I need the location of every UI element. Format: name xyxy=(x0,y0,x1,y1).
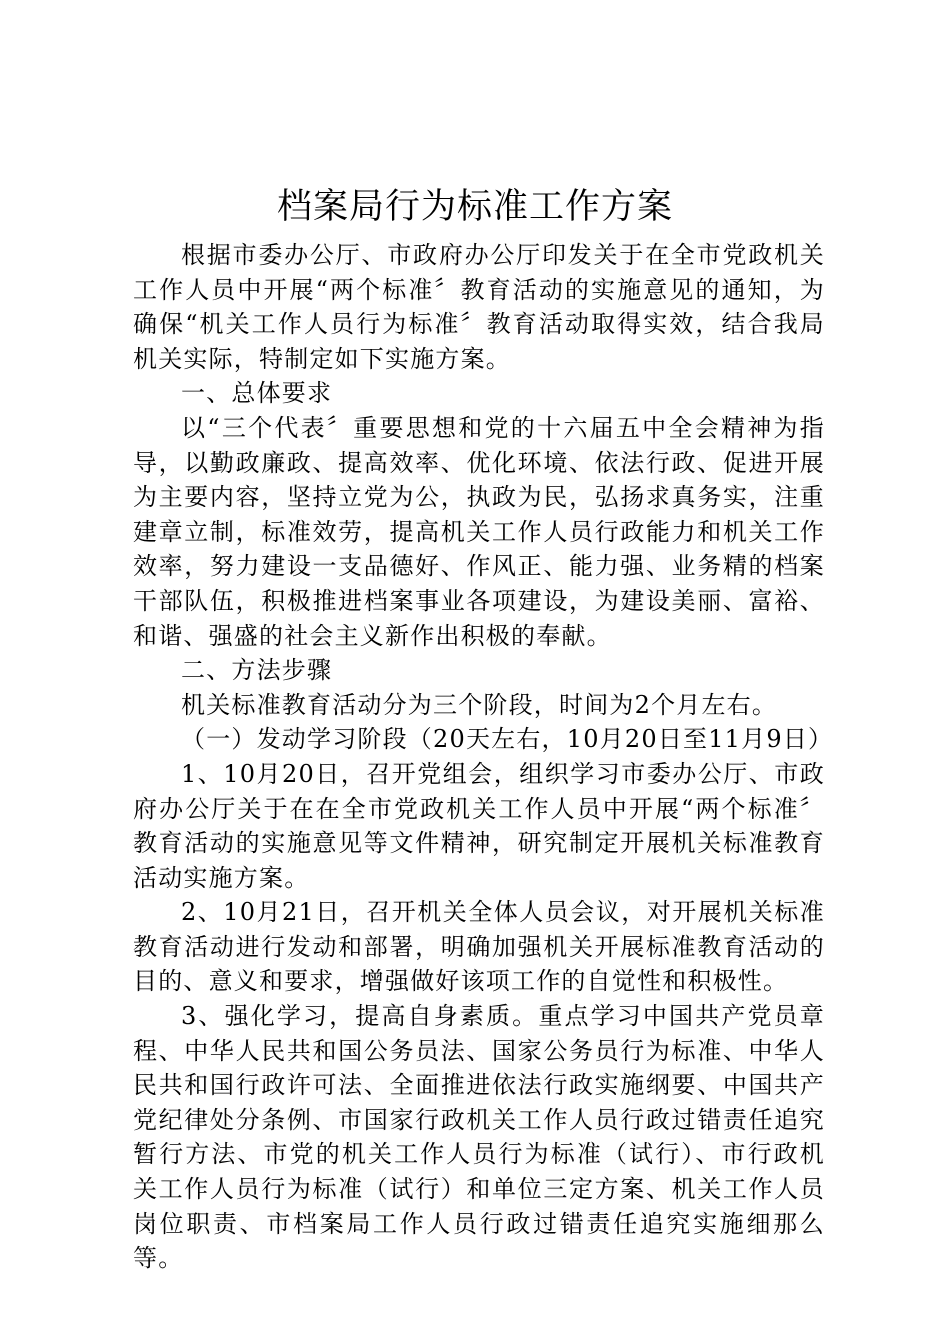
paragraph-phases: 机关标准教育活动分为三个阶段，时间为2个月左右。 xyxy=(181,690,778,719)
paragraph-guiding-ideology: 以“三个代表〞重要思想和党的十六届五中全会精神为指导，以勤政廉政、提高效率、优化环境、依法行政、促进开展为主要内容，坚持立党为公，执政为民，弘扬求真务实，注重建章立制，标准效劳，提高机关工作人员行政能力和机关工作效率，努力建设一支品德好、作风正、能力强、业务精的档案干部队伍，积极推进档案事业各项建设，为建设美丽、富裕、和谐、强盛的社会主义新作出积极的奉献。 xyxy=(133,413,825,650)
paragraph-intro: 根据市委办公厅、市政府办公厅印发关于在全市党政机关工作人员中开展“两个标准〞教育活动的实施意见的通知，为确保“机关工作人员行为标准〞教育活动取得实效，结合我局机关实际，特制定如下实施方案。 xyxy=(133,241,825,373)
paragraph-item-2: 2、10月21日，召开机关全体人员会议，对开展机关标准教育活动进行发动和部署，明确加强机关开展标准教育活动的目的、意义和要求，增强做好该项工作的自觉性和积极性。 xyxy=(133,898,825,996)
paragraph-item-3: 3、强化学习，提高自身素质。重点学习中国共产党员章程、中华人民共和国公务员法、国家公务员行为标准、中华人民共和国行政许可法、全面推进依法行政实施纲要、中国共产党纪律处分条例、市国家行政机关工作人员行政过错责任追究暂行方法、市党的机关工作人员行为标准（试行）、市行政机关工作人员行为标准（试行）和单位三定方案、机关工作人员岗位职责、市档案局工作人员行政过错责任追究实施细那么等。 xyxy=(133,1002,825,1273)
document-title: 档案局行为标准工作方案 xyxy=(276,187,673,227)
section-heading-overall-requirements: 一、总体要求 xyxy=(181,379,333,408)
paragraph-item-1: 1、10月20日，召开党组会，组织学习市委办公厅、市政府办公厅关于在在全市党政机关工作人员中开展“两个标准〞教育活动的实施意见等文件精神，研究制定开展机关标准教育活动实施方案。 xyxy=(133,759,825,892)
subsection-heading-mobilization-phase: （一）发动学习阶段（20天左右，10月20日至11月9日） xyxy=(181,725,834,754)
document-body xyxy=(133,238,834,1276)
section-heading-methods-steps: 二、方法步骤 xyxy=(181,656,333,685)
